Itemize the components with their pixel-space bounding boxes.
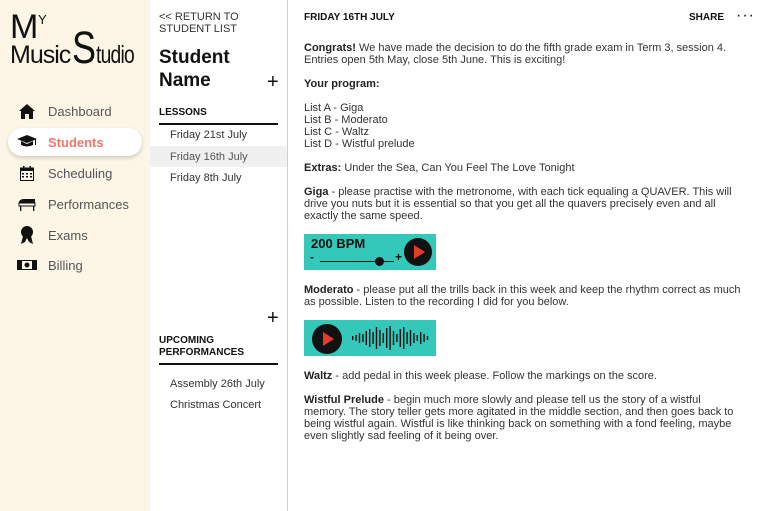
giga-paragraph: Giga - please practise with the metronome, with each tick equaling a QUAVER. This will drive you nuts but it is essential so that you get all the quavers precisely even and all exactly the same speed. bbox=[304, 186, 732, 222]
sidebar-nav bbox=[0, 0, 150, 511]
program-heading: Your program: bbox=[304, 78, 380, 90]
program-item: List B - Moderato bbox=[304, 114, 388, 126]
waveform-bar bbox=[369, 329, 370, 347]
extras-paragraph: Extras: Under the Sea, Can You Feel The Love Tonight bbox=[304, 162, 575, 174]
nav-item-performances[interactable] bbox=[8, 190, 142, 218]
play-icon bbox=[323, 332, 334, 346]
recording-play-button[interactable] bbox=[312, 324, 342, 354]
waveform-bar bbox=[379, 330, 380, 346]
tempo-decrease-button[interactable]: - bbox=[310, 250, 314, 264]
lesson-detail bbox=[289, 0, 768, 511]
moderato-paragraph: Moderato - please put all the trills back in this week and keep the rhythm correct as much as possible. Listen to the recording I did for you below. bbox=[304, 284, 741, 308]
nav-item-scheduling[interactable] bbox=[8, 159, 142, 187]
waveform-bar bbox=[417, 335, 418, 341]
waveform-bar bbox=[427, 336, 428, 340]
cash-icon bbox=[16, 256, 38, 274]
performance-item-0[interactable]: Assembly 26th July bbox=[170, 377, 265, 390]
waveform-bar bbox=[406, 332, 407, 344]
nav-item-exams[interactable] bbox=[8, 221, 142, 249]
program-item: List D - Wistful prelude bbox=[304, 138, 415, 150]
home-icon bbox=[16, 102, 38, 120]
waveform-bar bbox=[403, 327, 404, 349]
lesson-item-2[interactable]: Friday 8th July bbox=[170, 171, 242, 184]
waveform-bar bbox=[362, 334, 363, 342]
audio-recording-player bbox=[304, 320, 436, 356]
nav-item-label: Exams bbox=[48, 227, 88, 243]
program-item: List C - Waltz bbox=[304, 126, 369, 138]
tempo-increase-button[interactable]: + bbox=[395, 250, 403, 264]
award-ribbon-icon bbox=[16, 226, 38, 244]
waveform-bar bbox=[372, 332, 373, 344]
play-icon bbox=[414, 245, 425, 259]
svg-text:S: S bbox=[72, 22, 96, 73]
waveform-bar bbox=[423, 334, 424, 342]
waveform-bar bbox=[355, 335, 356, 341]
program-item: List A - Giga bbox=[304, 102, 364, 114]
logo-mark bbox=[10, 8, 140, 73]
lessons-heading: LESSONS bbox=[159, 107, 278, 125]
nav-item-label: Students bbox=[48, 134, 104, 150]
waveform-bar bbox=[383, 333, 384, 343]
student-panel bbox=[150, 0, 288, 511]
bpm-readout: 200 BPM bbox=[311, 236, 366, 251]
nav-item-label: Performances bbox=[48, 196, 129, 212]
nav-item-label: Billing bbox=[48, 257, 83, 273]
waveform-bar bbox=[386, 328, 387, 348]
lesson-notes bbox=[304, 42, 744, 454]
return-to-student-list-link[interactable]: << RETURN TO STUDENT LIST bbox=[159, 11, 239, 35]
waveform-bar bbox=[389, 326, 390, 350]
metronome-play-button[interactable] bbox=[404, 238, 432, 266]
piano-icon bbox=[16, 195, 38, 213]
lesson-date-title: FRIDAY 16TH JULY bbox=[304, 12, 395, 23]
svg-text:M: M bbox=[10, 8, 39, 46]
waveform-bar bbox=[413, 333, 414, 343]
wistful-paragraph: Wistful Prelude - begin much more slowly and please tell us the story of a wistful memory. The story teller gets more agitated in the middle section, and then goes back to being wistful again. Wistful is like thinking back on something with a fond feeling, maybe even slightly sad feeling of it being over. bbox=[304, 394, 734, 442]
more-options-icon[interactable]: ··· bbox=[736, 7, 755, 24]
nav-item-label: Dashboard bbox=[48, 103, 112, 119]
congrats-paragraph: Congrats! We have made the decision to do the fifth grade exam in Term 3, session 4. Entries open 5th May, close 5th June. This is exciting! bbox=[304, 42, 727, 66]
svg-text:Music: Music bbox=[10, 41, 71, 69]
program-list bbox=[304, 102, 744, 150]
waveform-bar bbox=[366, 331, 367, 345]
waveform-bar bbox=[400, 329, 401, 347]
svg-text:Y: Y bbox=[38, 12, 47, 27]
nav-item-students[interactable] bbox=[8, 128, 142, 156]
upcoming-performances-heading: UPCOMING PERFORMANCES bbox=[159, 335, 278, 365]
nav-item-label: Scheduling bbox=[48, 165, 113, 181]
lesson-item-1[interactable]: Friday 16th July bbox=[150, 146, 287, 167]
waveform-bar bbox=[359, 333, 360, 343]
performance-item-1[interactable]: Christmas Concert bbox=[170, 398, 262, 411]
add-lesson-button[interactable]: + bbox=[267, 71, 279, 93]
share-button[interactable]: SHARE bbox=[689, 12, 725, 23]
waltz-paragraph: Waltz - add pedal in this week please. Follow the markings on the score. bbox=[304, 370, 657, 382]
waveform-bar bbox=[396, 334, 397, 342]
waveform-bar bbox=[376, 327, 377, 349]
waveform-bar bbox=[393, 331, 394, 345]
tempo-slider-thumb[interactable] bbox=[375, 257, 384, 266]
waveform-bar bbox=[410, 330, 411, 346]
svg-text:tudio: tudio bbox=[96, 41, 135, 69]
metronome-widget bbox=[304, 234, 436, 270]
nav-item-billing[interactable] bbox=[8, 251, 142, 279]
lesson-item-0[interactable]: Friday 21st July bbox=[170, 128, 248, 141]
student-name-heading: Student Name bbox=[159, 47, 230, 91]
waveform-bar bbox=[352, 336, 353, 340]
app-logo[interactable] bbox=[10, 8, 140, 73]
waveform-icon[interactable] bbox=[350, 324, 432, 352]
graduation-cap-icon bbox=[16, 133, 38, 151]
calendar-icon bbox=[16, 164, 38, 182]
waveform-bar bbox=[420, 332, 421, 344]
add-performance-button[interactable]: + bbox=[267, 307, 279, 329]
nav-item-dashboard[interactable] bbox=[8, 97, 142, 125]
